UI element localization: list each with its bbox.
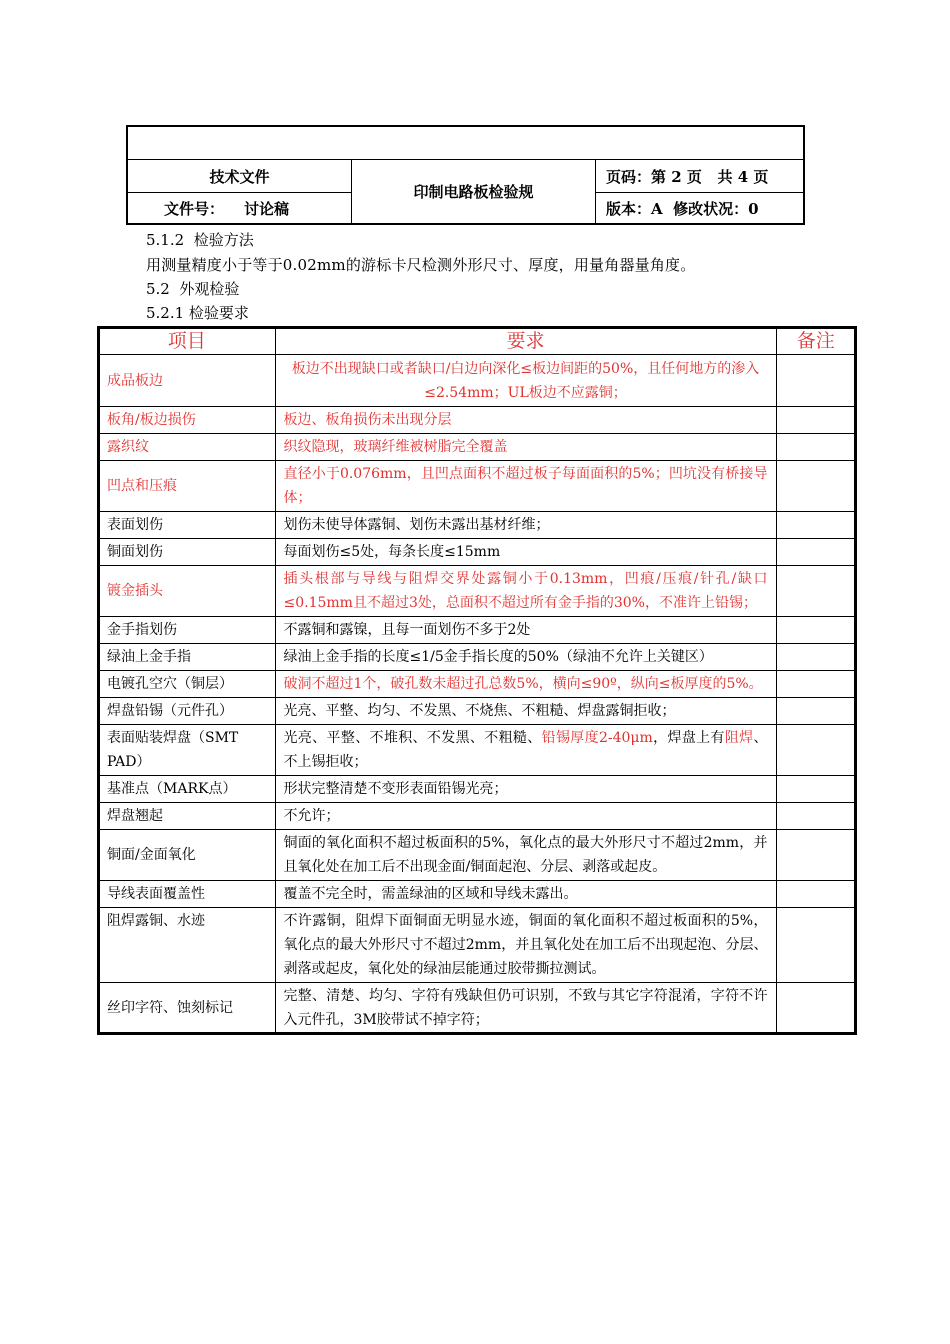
row-requirement: 完整、清楚、均匀、字符有残缺但仍可识别，不致与其它字符混淆，字符不许入元件孔，3M胶带试不掉字符；	[275, 983, 776, 1035]
file-no	[164, 193, 351, 223]
row-requirement: 板边、板角损伤未出现分层	[275, 407, 776, 434]
row-item: 绿油上金手指	[98, 644, 275, 671]
header-remark: 备注	[776, 327, 856, 355]
row-item: 阻焊露铜、水迹	[98, 908, 275, 983]
row-requirement: 铜面的氧化面积不超过板面积的5%，氧化点的最大外形尺寸不超过2mm，并且氧化处在加工后不出现金面/铜面起泡、分层、剥落或起皮。	[275, 830, 776, 881]
row-item: 金手指划伤	[98, 617, 275, 644]
row-requirement: 光亮、平整、均匀、不发黑、不烧焦、不粗糙、焊盘露铜拒收；	[275, 698, 776, 725]
row-item: 铜面划伤	[98, 539, 275, 566]
doc-type: 技术文件	[209, 167, 270, 186]
file-no-value: 讨论稿	[244, 199, 290, 218]
row-remark	[776, 830, 856, 881]
table-row	[98, 671, 856, 698]
row-remark	[776, 407, 856, 434]
row-item: 铜面/金面氧化	[98, 830, 275, 881]
row-item: 电镀孔空穴（铜层）	[98, 671, 275, 698]
row-item: 焊盘翘起	[98, 803, 275, 830]
row-remark	[776, 803, 856, 830]
row-item: 成品板边	[98, 355, 275, 407]
file-no-label: 文件号：	[164, 199, 225, 218]
table-row	[98, 539, 856, 566]
row-item: 导线表面覆盖性	[98, 881, 275, 908]
table-row	[98, 566, 856, 617]
inspection-table	[97, 326, 857, 1035]
table-row	[98, 407, 856, 434]
row-remark	[776, 776, 856, 803]
row-item: 基准点（MARK点）	[98, 776, 275, 803]
row-requirement: 不允许；	[275, 803, 776, 830]
row-remark	[776, 983, 856, 1035]
header-item: 项目	[98, 327, 275, 355]
row-item: 凹点和压痕	[98, 461, 275, 512]
smt-req-d: 阻焊	[724, 730, 754, 746]
row-requirement: 每面划伤≤5处，每条长度≤15mm	[275, 539, 776, 566]
row-item: 表面划伤	[98, 512, 275, 539]
row-remark	[776, 512, 856, 539]
table-row	[98, 776, 856, 803]
table-row	[98, 830, 856, 881]
table-row	[98, 881, 856, 908]
table-row	[98, 644, 856, 671]
row-item: 焊盘铅锡（元件孔）	[98, 698, 275, 725]
table-row	[98, 355, 856, 407]
row-requirement: 覆盖不完全时，需盖绿油的区域和导线未露出。	[275, 881, 776, 908]
header-requirement: 要求	[275, 327, 776, 355]
row-remark	[776, 355, 856, 407]
row-remark	[776, 461, 856, 512]
row-item: 板角/板边损伤	[98, 407, 275, 434]
version-info: 版本：A 修改状况：0	[606, 199, 759, 218]
row-requirement: 绿油上金手指的长度≤1/5金手指长度的50%（绿油不允许上关键区）	[275, 644, 776, 671]
row-requirement: 织纹隐现，玻璃纤维被树脂完全覆盖	[275, 434, 776, 461]
row-requirement: 破洞不超过1个，破孔数未超过孔总数5%，横向≤90º，纵向≤板厚度的5%。	[275, 671, 776, 698]
table-row	[98, 512, 856, 539]
smt-req-b: 铅锡厚度2-40μm	[541, 730, 653, 746]
row-item: 露织纹	[98, 434, 275, 461]
row-requirement: 划伤未使导体露铜、划伤未露出基材纤维；	[275, 512, 776, 539]
table-row	[98, 803, 856, 830]
row-requirement: 形状完整清楚不变形表面铅锡光亮；	[275, 776, 776, 803]
row-remark	[776, 671, 856, 698]
section-5-2: 5.2 外观检验	[146, 280, 240, 298]
table-row	[98, 617, 856, 644]
table-row	[98, 698, 856, 725]
row-requirement: 不露铜和露镍，且每一面划伤不多于2处	[275, 617, 776, 644]
row-remark	[776, 434, 856, 461]
page-info: 页码：第 2 页 共 4 页	[606, 167, 769, 186]
row-item: 镀金插头	[98, 566, 275, 617]
row-remark	[776, 539, 856, 566]
table-row	[98, 725, 856, 776]
smt-req-c: ，焊盘上有	[652, 730, 725, 746]
section-5-1-2-body: 用测量精度小于等于0.02mm的游标卡尺检测外形尺寸、厚度，用量角器量角度。	[146, 256, 696, 274]
smt-req-a: 光亮、平整、不堆积、不发黑、不粗糙、	[283, 730, 542, 746]
row-remark	[776, 617, 856, 644]
table-row	[98, 434, 856, 461]
row-requirement	[275, 725, 776, 776]
section-5-1-2: 5.1.2 检验方法	[146, 231, 254, 249]
table-row	[98, 908, 856, 983]
row-item: 丝印字符、蚀刻标记	[98, 983, 275, 1035]
table-header-row	[98, 327, 856, 355]
row-requirement: 直径小于0.076mm，且凹点面积不超过板子每面面积的5%；凹坑没有桥接导体；	[275, 461, 776, 512]
row-remark	[776, 725, 856, 776]
row-requirement: 不许露铜，阻焊下面铜面无明显水迹，铜面的氧化面积不超过板面积的5%，氧化点的最大外形尺寸不超过2mm，并且氧化处在加工后不出现起泡、分层、剥落或起皮，氧化处的绿油层能通过胶带撕拉测试。	[275, 908, 776, 983]
table-row	[98, 983, 856, 1035]
row-remark	[776, 908, 856, 983]
row-remark	[776, 566, 856, 617]
row-requirement: 插头根部与导线与阻焊交界处露铜小于0.13mm，凹痕/压痕/针孔/缺口≤0.15mm且不超过3处，总面积不超过所有金手指的30%，不准许上铅锡；	[275, 566, 776, 617]
row-remark	[776, 644, 856, 671]
row-item: 表面贴装焊盘（SMT PAD）	[98, 725, 275, 776]
row-remark	[776, 698, 856, 725]
section-5-2-1: 5.2.1 检验要求	[146, 304, 249, 322]
row-remark	[776, 881, 856, 908]
doc-title: 印制电路板检验规	[413, 183, 534, 201]
document-header	[126, 125, 805, 225]
smt-req-e: 、不上锡拒收；	[283, 730, 768, 770]
row-requirement: 板边不出现缺口或者缺口/白边向深化≤板边间距的50%，且任何地方的渗入≤2.54mm；UL板边不应露铜；	[275, 355, 776, 407]
table-row	[98, 461, 856, 512]
